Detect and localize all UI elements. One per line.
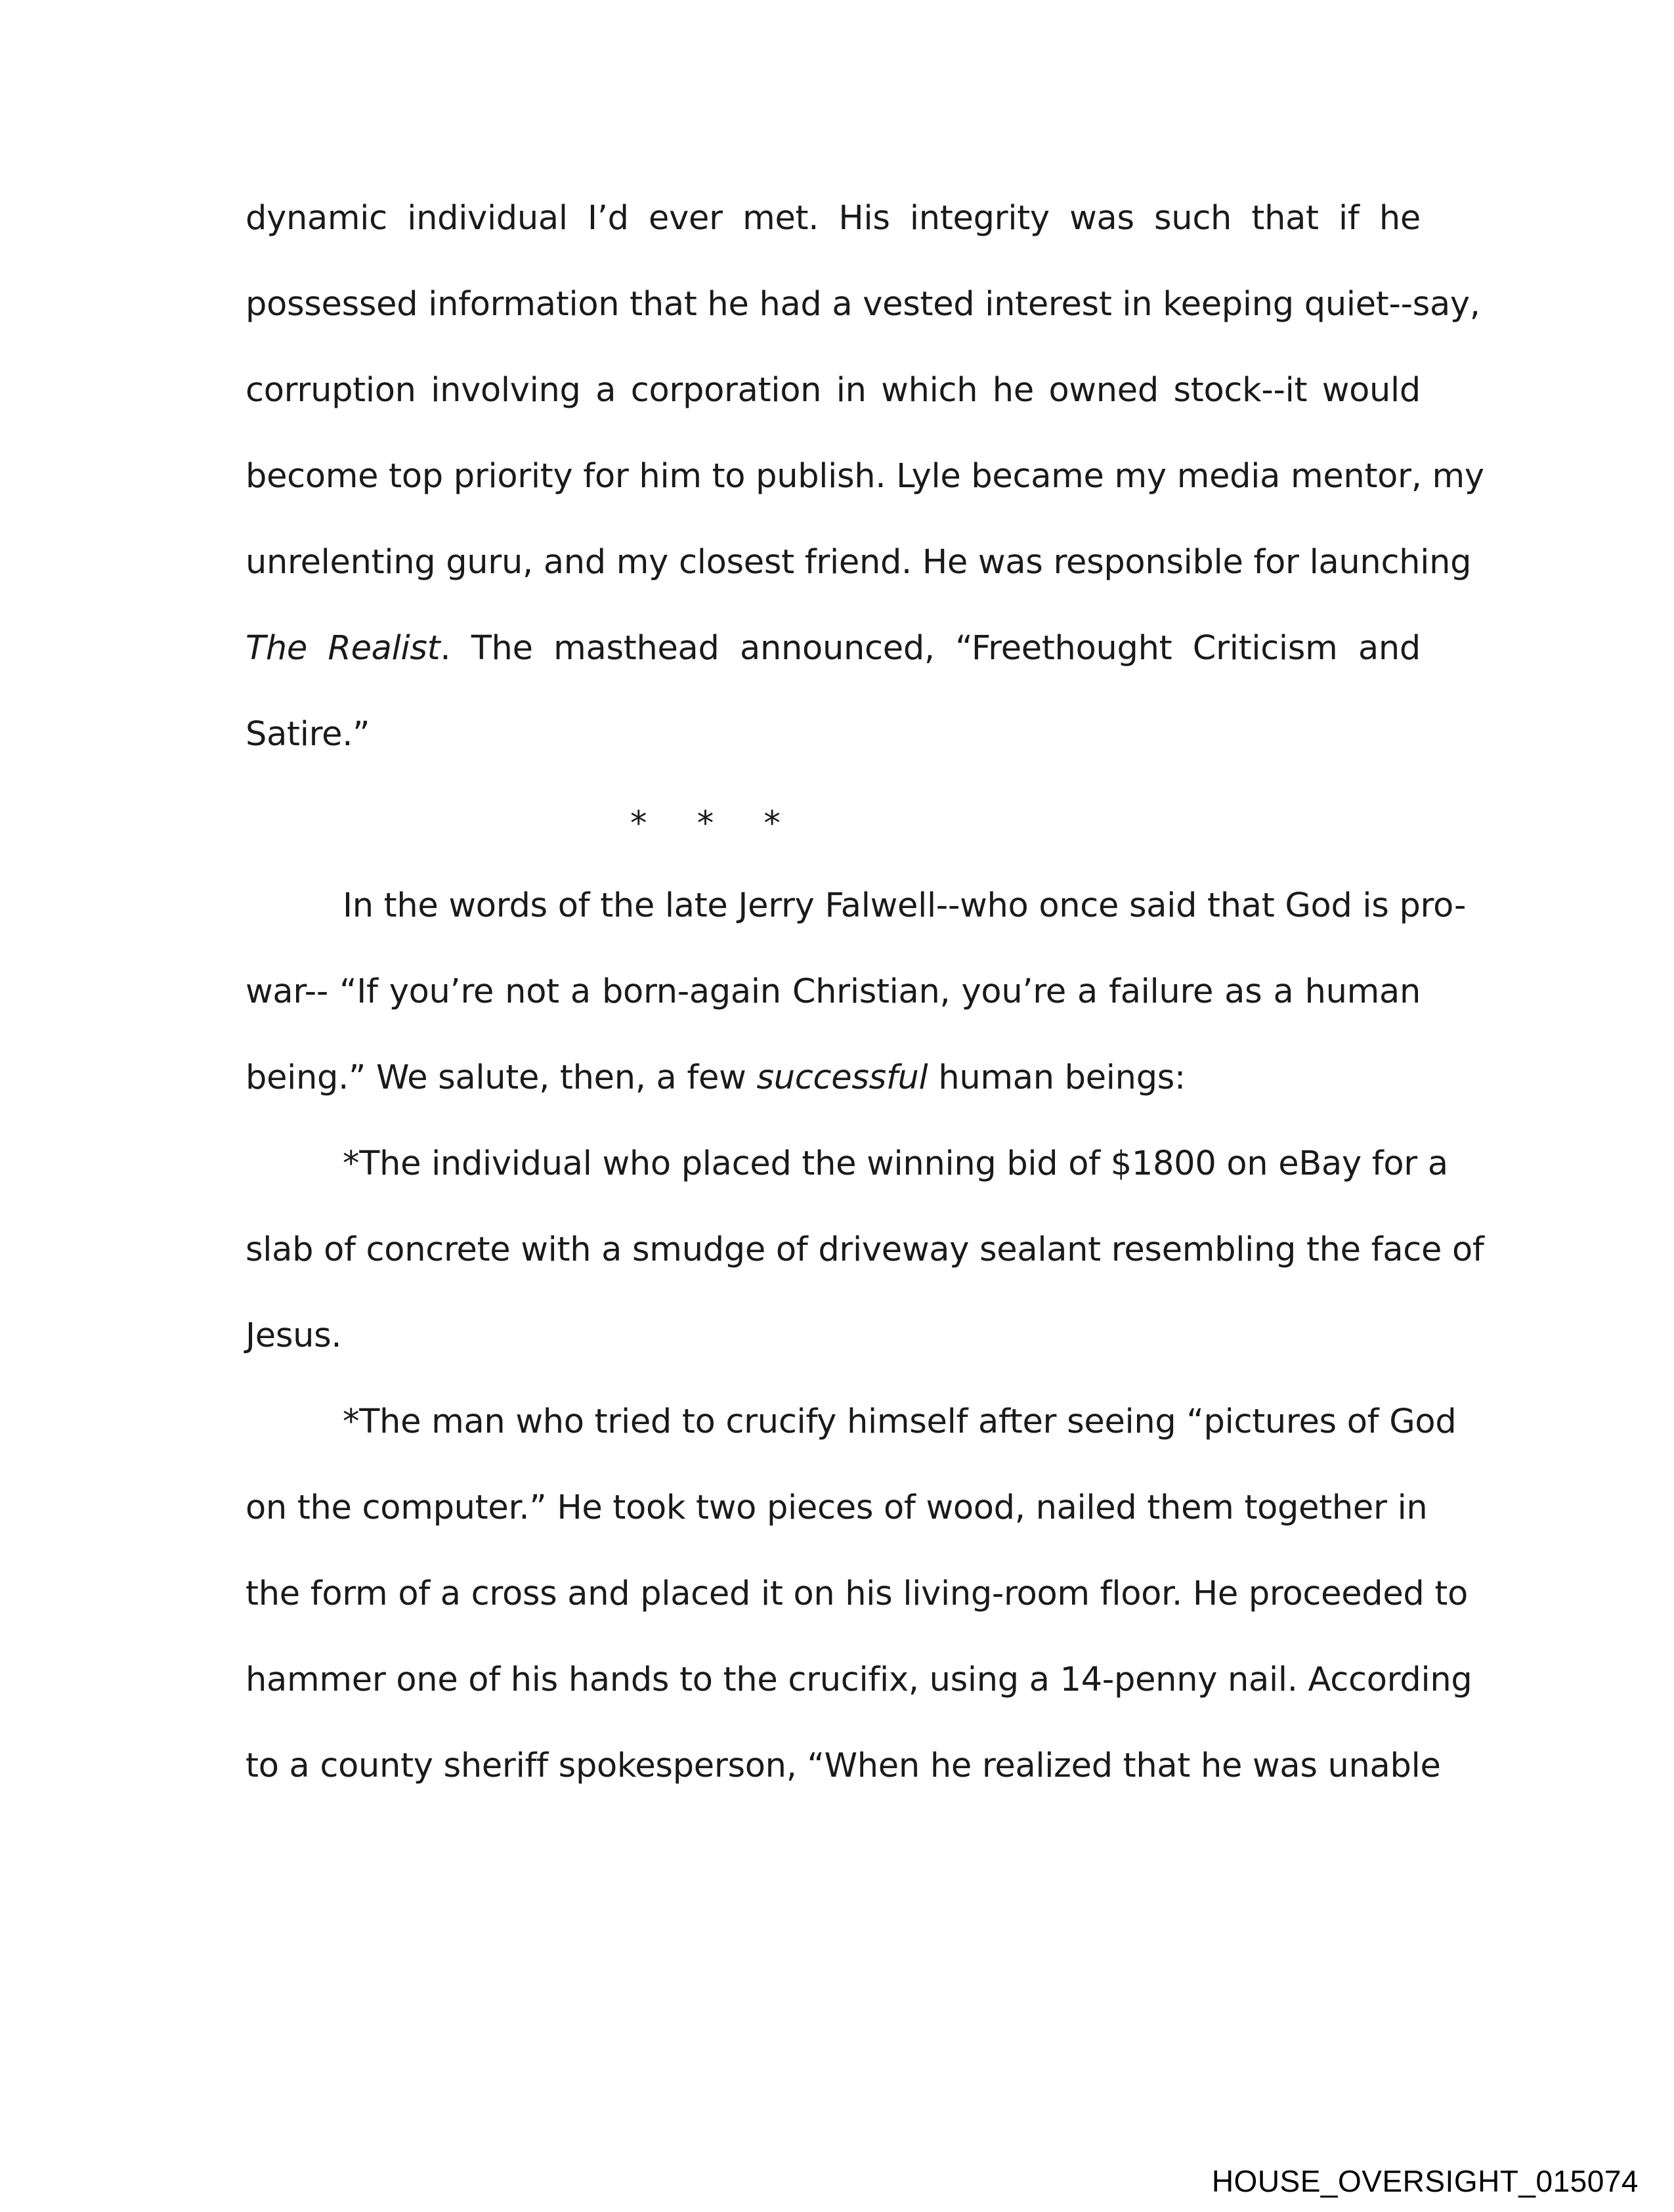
body-line-7: Satire.” — [246, 715, 370, 754]
para4-line-5: to a county sheriff spokesperson, “When he realized that he was unable — [246, 1746, 1441, 1785]
body-line-6 — [246, 626, 1421, 672]
emphasis-successful: successful — [756, 1058, 928, 1097]
body-line-4: become top priority for him to publish. Lyle became my media mentor, my — [246, 457, 1484, 496]
body-line-5: unrelenting guru, and my closest friend. He was responsible for launching — [246, 543, 1472, 582]
para4-line-4: hammer one of his hands to the crucifix, using a 14-penny nail. According — [246, 1660, 1472, 1699]
para2-line-3 — [246, 1055, 1421, 1101]
para3-line-3: Jesus. — [246, 1316, 342, 1355]
publication-title: The Realist — [246, 629, 440, 668]
para2-line-1: In the words of the late Jerry Falwell--who once said that God is pro- — [343, 886, 1467, 925]
para2-line-3-start: being.” We salute, then, a few — [246, 1058, 757, 1097]
section-separator: * * * — [630, 804, 781, 843]
para3-line-1: *The individual who placed the winning bid of $1800 on eBay for a — [343, 1144, 1448, 1183]
body-line-1: dynamic individual I’d ever met. His integrity was such that if he — [246, 199, 1421, 238]
body-line-6-rest: . The masthead announced, “Freethought Criticism and — [440, 629, 1421, 668]
para4-line-3: the form of a cross and placed it on his living-room floor. He proceeded to — [246, 1574, 1469, 1613]
para3-line-2: slab of concrete with a smudge of driveway sealant resembling the face of — [246, 1230, 1484, 1269]
para4-line-1: *The man who tried to crucify himself after seeing “pictures of God — [343, 1402, 1457, 1441]
bates-number: HOUSE_OVERSIGHT_015074 — [1211, 2164, 1639, 2198]
para4-line-2: on the computer.” He took two pieces of wood, nailed them together in — [246, 1488, 1428, 1527]
para2-line-3-end: human beings: — [928, 1058, 1186, 1097]
body-line-2: possessed information that he had a vested interest in keeping quiet--say, — [246, 285, 1480, 324]
para2-line-2: war-- “If you’re not a born-again Christian, you’re a failure as a human — [246, 972, 1421, 1011]
body-line-3: corruption involving a corporation in which he owned stock--it would — [246, 371, 1421, 410]
